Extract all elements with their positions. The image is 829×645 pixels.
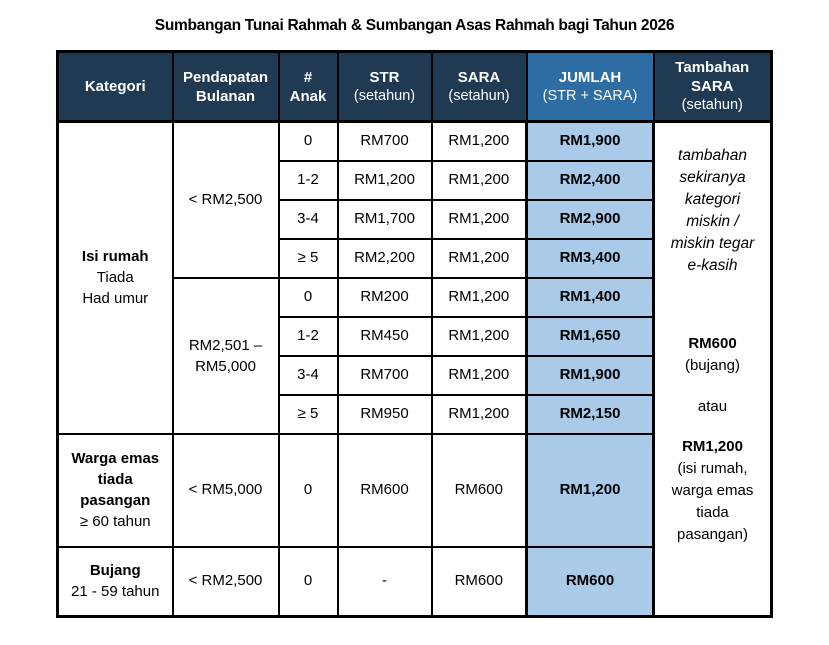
header-label: # [303, 68, 313, 86]
sara-cell: RM600 [432, 434, 527, 547]
jumlah-cell: RM1,200 [527, 434, 654, 547]
anak-cell: 0 [279, 278, 338, 317]
header-label: SARA [690, 78, 734, 95]
category-cell-isi-rumah [58, 122, 173, 434]
header-sublabel: (setahun) [681, 97, 743, 113]
sara-cell: RM1,200 [432, 239, 527, 278]
sara-cell: RM600 [432, 547, 527, 617]
header-jumlah [527, 52, 654, 122]
sara-cell: RM1,200 [432, 161, 527, 200]
anak-cell: 0 [279, 434, 338, 547]
sara-cell: RM1,200 [432, 317, 527, 356]
header-tambahan-sara [654, 52, 772, 122]
str-cell: RM600 [338, 434, 432, 547]
anak-cell: 1-2 [279, 161, 338, 200]
category-cell-bujang [58, 547, 173, 617]
income-value: RM5,000 [195, 357, 256, 375]
table-row [58, 122, 772, 161]
str-cell: RM450 [338, 317, 432, 356]
category-title: Warga emas [71, 450, 160, 467]
category-title: pasangan [80, 492, 151, 509]
header-sara [432, 52, 527, 122]
income-value: RM2,501 – [188, 336, 263, 354]
header-label: JUMLAH [558, 68, 622, 86]
str-cell: RM1,200 [338, 161, 432, 200]
page [0, 17, 829, 618]
header-anak [279, 52, 338, 122]
income-cell: < RM5,000 [173, 434, 279, 547]
header-sublabel: (setahun) [353, 87, 416, 104]
jumlah-cell: RM1,900 [527, 356, 654, 395]
category-title: tiada [97, 471, 133, 488]
category-title: Isi rumah [81, 248, 149, 266]
header-label: SARA [457, 68, 501, 86]
anak-cell: 3-4 [279, 356, 338, 395]
income-cell [173, 122, 279, 278]
category-subtitle: 21 - 59 tahun [71, 583, 160, 601]
category-title: Bujang [89, 562, 141, 580]
jumlah-cell: RM2,150 [527, 395, 654, 434]
sara-cell: RM1,200 [432, 122, 527, 161]
page-title: Sumbangan Tunai Rahmah & Sumbangan Asas Rahmah bagi Tahun 2026 [154, 17, 675, 34]
str-cell: RM1,700 [338, 200, 432, 239]
header-sublabel: (setahun) [448, 87, 510, 104]
sara-cell: RM1,200 [432, 278, 527, 317]
header-str [338, 52, 432, 122]
sara-cell: RM1,200 [432, 200, 527, 239]
header-sublabel: (STR + SARA) [542, 87, 638, 104]
header-label: STR [369, 68, 400, 86]
jumlah-cell: RM2,900 [527, 200, 654, 239]
note-amount-bujang: RM600 (bujang) [684, 335, 741, 374]
anak-cell: 0 [279, 547, 338, 617]
jumlah-cell: RM1,400 [527, 278, 654, 317]
str-cell: RM200 [338, 278, 432, 317]
anak-cell: 3-4 [279, 200, 338, 239]
sara-cell: RM1,200 [432, 356, 527, 395]
str-cell: - [338, 547, 432, 617]
jumlah-cell: RM1,900 [527, 122, 654, 161]
header-row [58, 52, 772, 122]
note-amount-isi-rumah: RM1,200 (isi rumah, warga emas tiada pasangan) [671, 438, 754, 543]
header-pendapatan-bulanan [173, 52, 279, 122]
tambahan-note-cell [654, 122, 772, 617]
category-cell-warga-emas [58, 434, 173, 547]
jumlah-cell: RM1,650 [527, 317, 654, 356]
str-cell: RM700 [338, 356, 432, 395]
category-subtitle: ≥ 60 tahun [79, 513, 151, 530]
note-condition: tambahan sekiranya kategori miskin / miskin tegar e-kasih [670, 147, 755, 274]
str-cell: RM700 [338, 122, 432, 161]
anak-cell: 0 [279, 122, 338, 161]
jumlah-cell: RM3,400 [527, 239, 654, 278]
header-kategori [58, 52, 173, 122]
note-or: atau [697, 398, 728, 415]
anak-cell: 1-2 [279, 317, 338, 356]
income-cell: < RM2,500 [173, 547, 279, 617]
header-label: Kategori [84, 78, 146, 95]
income-cell [173, 278, 279, 434]
jumlah-cell: RM600 [527, 547, 654, 617]
header-label: Bulanan [195, 87, 256, 105]
anak-cell: ≥ 5 [279, 239, 338, 278]
income-value: < RM2,500 [188, 191, 263, 209]
jumlah-cell: RM2,400 [527, 161, 654, 200]
anak-cell: ≥ 5 [279, 395, 338, 434]
header-label: Tambahan [675, 59, 750, 76]
rahmah-table [56, 50, 773, 618]
category-subtitle: Had umur [82, 290, 149, 308]
header-label: Pendapatan [182, 68, 269, 86]
str-cell: RM950 [338, 395, 432, 434]
str-cell: RM2,200 [338, 239, 432, 278]
category-subtitle: Tiada [96, 269, 134, 287]
sara-cell: RM1,200 [432, 395, 527, 434]
header-label: Anak [289, 87, 327, 105]
